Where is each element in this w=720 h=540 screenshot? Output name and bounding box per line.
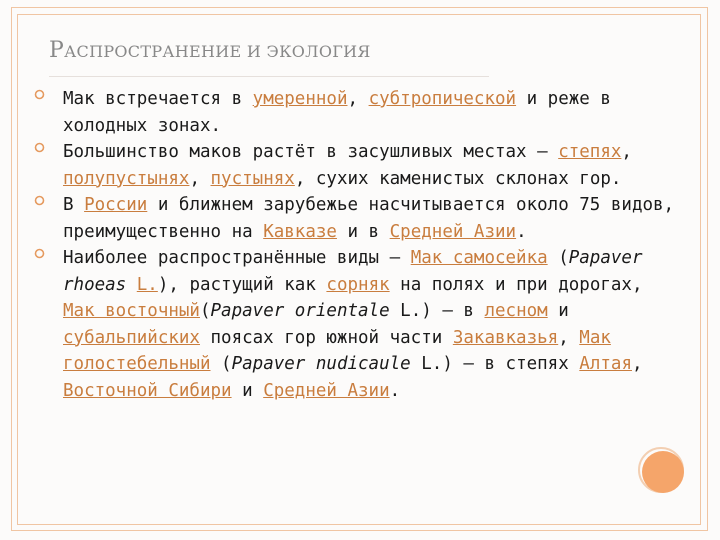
link-linnaeus[interactable]: L. bbox=[136, 274, 158, 295]
bullet-list bbox=[63, 86, 677, 404]
latin-name: Papaver nudicaule bbox=[231, 354, 411, 374]
link-sornyak[interactable]: сорняк bbox=[326, 274, 390, 295]
link-kavkaze[interactable]: Кавказе bbox=[263, 221, 337, 242]
text: ( bbox=[547, 248, 569, 268]
bullet-item bbox=[63, 192, 677, 245]
ring-bullet-icon bbox=[34, 142, 45, 153]
text: и bbox=[231, 380, 264, 401]
link-subtropicheskoy[interactable]: субтропической bbox=[368, 89, 517, 109]
link-stepyakh[interactable]: степях bbox=[558, 142, 622, 162]
ring-bullet-icon bbox=[34, 195, 45, 206]
title-initial: Р bbox=[49, 38, 65, 63]
slide-title bbox=[49, 38, 371, 63]
link-rossii[interactable]: России bbox=[84, 195, 148, 215]
link-umerennoy[interactable]: умеренной bbox=[252, 89, 348, 109]
ring-bullet-icon bbox=[34, 248, 45, 259]
bullet-item bbox=[63, 139, 677, 192]
text: , bbox=[631, 354, 643, 374]
link-altaya[interactable]: Алтая bbox=[579, 354, 632, 374]
bullet-item bbox=[63, 86, 677, 139]
text: Мак встречается в bbox=[63, 89, 253, 109]
text: и в bbox=[336, 221, 390, 242]
text bbox=[126, 275, 137, 295]
ring-bullet-icon bbox=[34, 89, 45, 100]
title-rest: АСПРОСТРАНЕНИЕ И ЭКОЛОГИЯ bbox=[64, 42, 371, 61]
text: ), растущий как bbox=[157, 274, 327, 295]
bullet-item bbox=[63, 245, 677, 404]
link-subalpiyskikh[interactable]: субальпийских bbox=[63, 327, 200, 348]
text: ( bbox=[199, 301, 211, 321]
link-mak-vostochny[interactable]: Мак восточный bbox=[63, 301, 200, 321]
text: . bbox=[389, 380, 401, 401]
text: и ближнем зарубежье насчитывается около 75 видов, преимущественно на bbox=[63, 195, 675, 242]
text: поясах гор южной части bbox=[199, 327, 453, 348]
latin-name: Papaver orientale bbox=[210, 301, 390, 321]
link-sredney-azii[interactable]: Средней Азии bbox=[389, 221, 517, 242]
text: Наиболее распространённые виды — bbox=[63, 248, 411, 268]
link-pustynyakh[interactable]: пустынях bbox=[210, 168, 295, 189]
text: L.) — в степях bbox=[410, 354, 580, 374]
link-mak-samoseyka[interactable]: Мак самосейка bbox=[410, 248, 548, 268]
text: Большинство маков растёт в засушливых местах — bbox=[63, 142, 559, 162]
text: В bbox=[63, 195, 85, 215]
link-sredney-azii-2[interactable]: Средней Азии bbox=[263, 380, 390, 401]
text: , bbox=[347, 89, 369, 109]
text: L.) — в bbox=[389, 301, 485, 321]
text: и bbox=[547, 301, 569, 321]
link-vostochnoy-sibiri[interactable]: Восточной Сибири bbox=[63, 380, 232, 401]
text: , bbox=[189, 168, 211, 189]
circle-decoration bbox=[642, 451, 684, 493]
latin-name: Papaver rhoeas bbox=[63, 248, 643, 295]
link-zakavkazya[interactable]: Закавказья bbox=[452, 327, 559, 348]
text: ( bbox=[210, 354, 232, 374]
text: на полях и при дорогах, bbox=[389, 274, 643, 295]
title-divider bbox=[49, 76, 489, 77]
link-polupustynyakh[interactable]: полупустынях bbox=[63, 168, 190, 189]
text: , сухих каменистых склонах гор. bbox=[294, 168, 622, 189]
text: . bbox=[516, 221, 527, 242]
link-lesnom[interactable]: лесном bbox=[484, 301, 548, 321]
text: и реже в холодных зонах. bbox=[63, 89, 611, 136]
text: , bbox=[621, 142, 632, 162]
link-mak-golostebelny[interactable]: Мак голостебельный bbox=[63, 327, 611, 374]
text: , bbox=[558, 327, 580, 348]
